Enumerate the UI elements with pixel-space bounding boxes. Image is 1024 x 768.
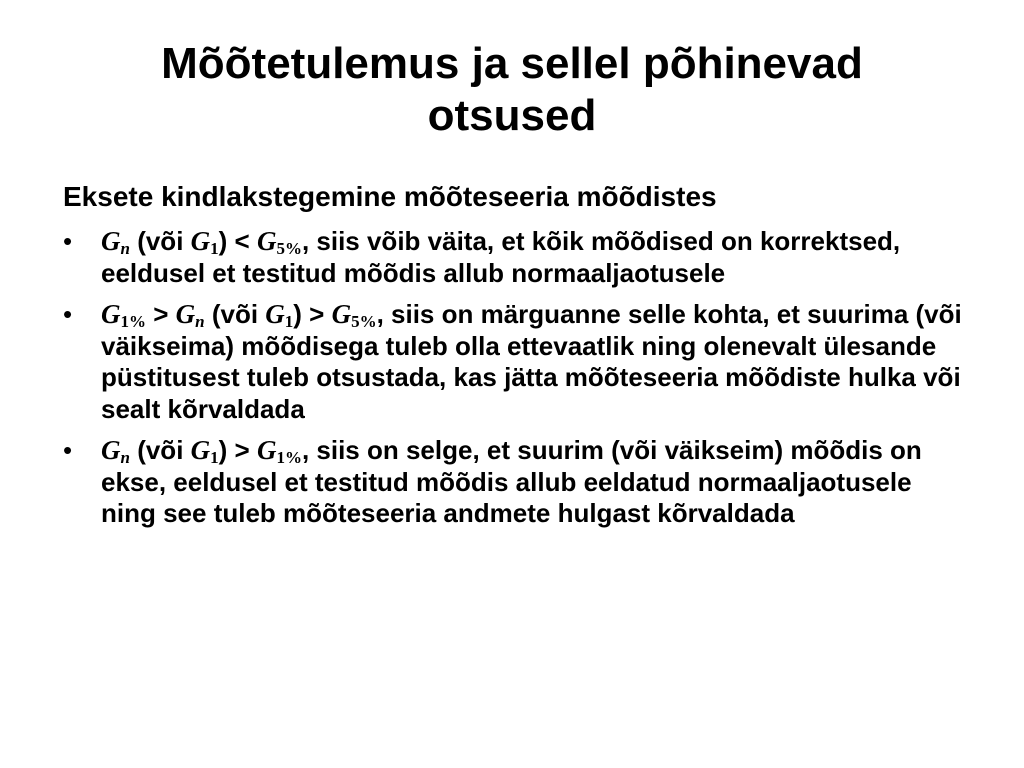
math-symbol-g: G bbox=[101, 226, 121, 256]
math-g-1 bbox=[191, 435, 219, 465]
bullet-marker: • bbox=[63, 435, 73, 465]
math-subscript-5pct: 5% bbox=[276, 239, 302, 258]
slide-title-line-2: otsused bbox=[427, 91, 597, 140]
bullet-text: ) < bbox=[218, 226, 257, 256]
math-g-1 bbox=[265, 299, 293, 329]
math-g-5pct bbox=[257, 226, 302, 256]
bullet-marker: • bbox=[63, 226, 73, 256]
bullet-text: , siis on selge, et suurim (või väikseim) mõõdis on ekse, eeldusel et testitud mõõdis allub eeldatud normaaljaotusele ning see tuleb mõõteseeria andmete hulgast kõrvaldada bbox=[101, 435, 922, 528]
bullet-item-1 bbox=[63, 226, 963, 289]
bullet-text: > bbox=[146, 299, 176, 329]
math-subscript-n: n bbox=[120, 239, 130, 258]
math-symbol-g: G bbox=[101, 435, 121, 465]
bullet-item-3 bbox=[63, 435, 963, 530]
bullet-text: (või bbox=[129, 226, 191, 256]
math-subscript-1: 1 bbox=[210, 448, 219, 467]
bullet-item-2 bbox=[63, 299, 963, 425]
bullet-text: (või bbox=[129, 435, 191, 465]
math-g-1pct bbox=[101, 299, 146, 329]
math-g-n bbox=[101, 226, 130, 256]
slide-subtitle: Eksete kindlakstegemine mõõteseeria mõõdistes bbox=[63, 181, 717, 212]
math-subscript-n: n bbox=[195, 312, 205, 331]
slide-title bbox=[60, 38, 964, 142]
bullet-text: (või bbox=[204, 299, 266, 329]
math-symbol-g: G bbox=[190, 226, 211, 256]
math-symbol-g: G bbox=[101, 299, 121, 329]
math-subscript-1: 1 bbox=[284, 312, 294, 331]
math-symbol-g: G bbox=[256, 435, 277, 465]
bullet-text: , siis on märguanne selle kohta, et suurima (või väikseima) mõõdisega tuleb olla ettevaatlik ning olenevalt ülesande püstitusest tuleb otsustada, kas jätta mõõteseeria mõõdiste hulka või sealt kõrvaldada bbox=[101, 299, 962, 424]
math-subscript-1: 1 bbox=[210, 239, 219, 258]
bullet-text: ) > bbox=[218, 435, 257, 465]
math-g-n bbox=[101, 435, 130, 465]
bullet-text: , siis võib väita, et kõik mõõdised on korrektsed, eeldusel et testitud mõõdis allub normaaljaotusele bbox=[101, 226, 901, 288]
math-g-5pct bbox=[332, 299, 377, 329]
math-subscript-5pct: 5% bbox=[351, 312, 377, 331]
math-g-n bbox=[176, 299, 205, 329]
bullet-marker: • bbox=[63, 299, 73, 329]
math-symbol-g: G bbox=[256, 226, 277, 256]
math-g-1 bbox=[191, 226, 219, 256]
math-symbol-g: G bbox=[265, 299, 285, 329]
math-symbol-g: G bbox=[190, 435, 211, 465]
math-symbol-g: G bbox=[331, 299, 352, 329]
bullet-list bbox=[63, 226, 963, 530]
math-subscript-1pct: 1% bbox=[120, 312, 146, 331]
math-g-1pct bbox=[257, 435, 302, 465]
slide-title-line-1: Mõõtetulemus ja sellel põhinevad bbox=[161, 39, 863, 88]
math-symbol-g: G bbox=[175, 299, 196, 329]
math-subscript-1pct: 1% bbox=[276, 448, 302, 467]
math-subscript-n: n bbox=[120, 448, 130, 467]
bullet-text: ) > bbox=[293, 299, 332, 329]
